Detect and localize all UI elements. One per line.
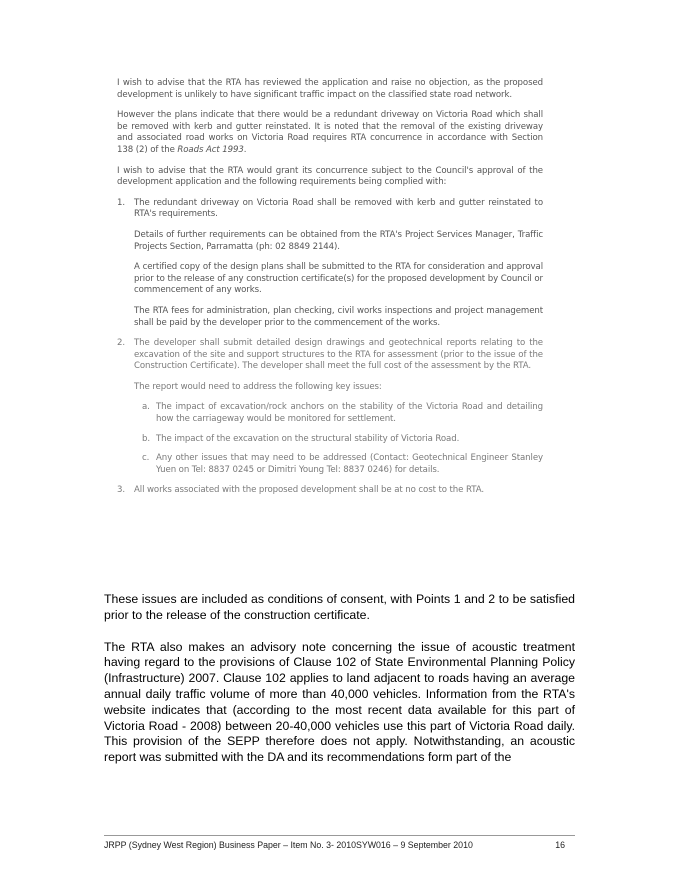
report-body [104, 592, 575, 782]
requirement-subitem-a [134, 402, 543, 425]
requirement-subitem-c [134, 453, 543, 476]
subitem-text: Any other issues that may need to be addressed (Contact: Geotechnical Engineer Stanley Yuen on Tel: 8837 0245 or Dimitri Young Tel: 8837 0246) for details. [156, 453, 543, 475]
footer-text: JRPP (Sydney West Region) Business Paper – Item No. 3- 2010SYW016 – 9 September 2010 [104, 840, 473, 850]
subitem-text: The impact of excavation/rock anchors on the stability of the Victoria Road and detailing how the carriageway would be monitored for settlement. [156, 402, 543, 425]
roads-act-title: Roads Act 1993 [177, 144, 244, 155]
page-number: 16 [555, 840, 565, 850]
requirement-item-3 [117, 485, 543, 497]
requirement-number: 1. [117, 197, 125, 208]
requirement-number: 2. [117, 338, 125, 349]
letter-paragraph-1: I wish to advise that the RTA has reviewed the application and raise no objection, as the proposed development is unlikely to have significant traffic impact on the classified state road network. [117, 78, 543, 100]
letter-paragraph-2 [117, 110, 543, 156]
requirement-paragraph: A certified copy of the design plans shall be submitted to the RTA for consideration and approval prior to the release of any construction certificate(s) for the proposed development by Council or commencement of any works. [134, 262, 543, 296]
footer-divider [104, 835, 575, 836]
quoted-rta-letter [117, 78, 543, 506]
letter-paragraph-3: I wish to advise that the RTA would grant its concurrence subject to the Council's approval of the development application and the following requirements being complied with: [117, 165, 543, 188]
requirement-paragraph: The report would need to address the following key issues: [134, 381, 382, 392]
requirement-paragraph: Details of further requirements can be obtained from the RTA's Project Services Manager, Traffic Projects Section, Parramatta (ph: 02 8849 2144). [134, 229, 543, 252]
letter-paragraph-2-text: However the plans indicate that there would be a redundant driveway on Victoria Road which shall be removed with kerb and gutter reinstated. It is noted that the removal of the existing driveway and associated road works on Victoria Road requires RTA concurrence in accordance with Section 138 (2) of the [117, 110, 543, 155]
subitem-letter: a. [142, 402, 150, 413]
requirement-paragraph: The redundant driveway on Victoria Road shall be removed with kerb and gutter reinstated to RTA's requirements. [134, 197, 543, 220]
subitem-text: The impact of the excavation on the structural stability of Victoria Road. [156, 433, 460, 444]
requirement-paragraph: All works associated with the proposed development shall be at no cost to the RTA. [134, 485, 484, 496]
body-paragraph-1: These issues are included as conditions of consent, with Points 1 and 2 to be satisfied prior to the release of the construction certificate. [104, 592, 575, 622]
requirement-item-1 [117, 198, 543, 329]
page-footer [104, 840, 575, 850]
requirement-subitem-b [134, 434, 543, 446]
requirement-paragraph: The developer shall submit detailed design drawings and geotechnical reports relating to the excavation of the site and support structures to the RTA for assessment (prior to the issue of the Construction Certificate). The developer shall meet the full cost of the assessment by the RTA. [134, 338, 543, 372]
subitem-letter: c. [142, 453, 150, 464]
subitem-letter: b. [142, 433, 150, 444]
requirement-item-2 [117, 338, 543, 476]
requirement-paragraph: The RTA fees for administration, plan checking, civil works inspections and project management shall be paid by the developer prior to the commencement of the works. [134, 305, 543, 328]
body-paragraph-2: The RTA also makes an advisory note concerning the issue of acoustic treatment having regard to the provisions of Clause 102 of State Environmental Planning Policy (Infrastructure) 2007. Clause 102 applies to land adjacent to roads having an average annual daily traffic volume of more than 40,000 vehicles. Information from the RTA's website indicates that (according to the most recent data available for this part of Victoria Road - 2008) between 20-40,000 vehicles use this part of Victoria Road daily. This provision of the SEPP therefore does not apply. Notwithstanding, an acoustic report was submitted with the DA and its recommendations form part of the [104, 639, 575, 765]
letter-paragraph-2-end: . [243, 144, 247, 155]
requirement-number: 3. [117, 485, 125, 496]
